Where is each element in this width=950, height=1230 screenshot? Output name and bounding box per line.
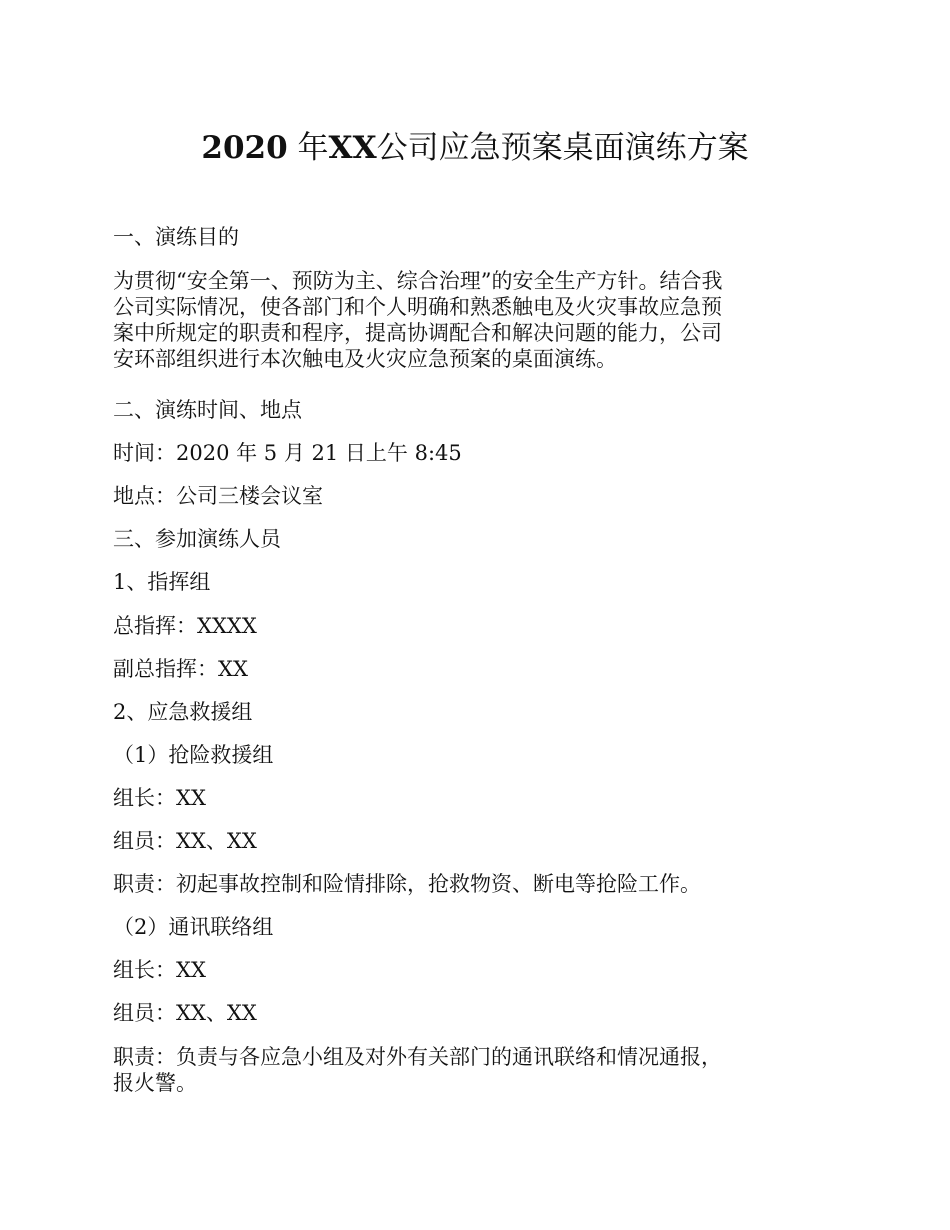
comm-team-duty xyxy=(113,1044,838,1096)
purpose-line: 案中所规定的职责和程序，提高协调配合和解决问题的能力，公司 xyxy=(113,321,722,345)
rescue-team-duty: 职责：初起事故控制和险情排除，抢救物资、断电等抢险工作。 xyxy=(113,872,701,896)
purpose-line: 为贯彻“安全第一、预防为主、综合治理”的安全生产方针。结合我 xyxy=(113,269,723,293)
commander: 总指挥：XXXX xyxy=(113,614,257,638)
command-group-heading: 1、指挥组 xyxy=(113,570,211,594)
title-year: 2020 xyxy=(201,130,288,166)
section-heading-purpose: 一、演练目的 xyxy=(113,225,239,249)
purpose-paragraph xyxy=(113,268,838,372)
comm-team-leader: 组长：XX xyxy=(113,958,206,982)
rescue-team-leader: 组长：XX xyxy=(113,786,206,810)
comm-team-heading: （2）通讯联络组 xyxy=(113,915,274,939)
comm-duty-line: 报火警。 xyxy=(113,1071,197,1095)
section-heading-participants: 三、参加演练人员 xyxy=(113,527,281,551)
rescue-team-members: 组员：XX、XX xyxy=(113,829,257,853)
section-heading-time-location: 二、演练时间、地点 xyxy=(113,398,302,422)
title-company: XX xyxy=(328,130,377,166)
drill-location: 地点：公司三楼会议室 xyxy=(113,484,323,508)
purpose-line: 安环部组织进行本次触电及火灾应急预案的桌面演练。 xyxy=(113,347,617,371)
deputy-commander: 副总指挥：XX xyxy=(113,657,248,681)
comm-team-members: 组员：XX、XX xyxy=(113,1001,257,1025)
comm-duty-line: 职责：负责与各应急小组及对外有关部门的通讯联络和情况通报， xyxy=(113,1045,722,1069)
rescue-team-heading: （1）抢险救援组 xyxy=(113,743,274,767)
drill-time: 时间：2020 年 5 月 21 日上午 8:45 xyxy=(113,441,462,465)
rescue-group-heading: 2、应急救援组 xyxy=(113,700,253,724)
title-text-2: 公司应急预案桌面演练方案 xyxy=(376,130,749,166)
purpose-line: 公司实际情况，使各部门和个人明确和熟悉触电及火灾事故应急预 xyxy=(113,295,722,319)
title-text-1: 年 xyxy=(297,130,329,166)
document-title xyxy=(0,124,950,172)
